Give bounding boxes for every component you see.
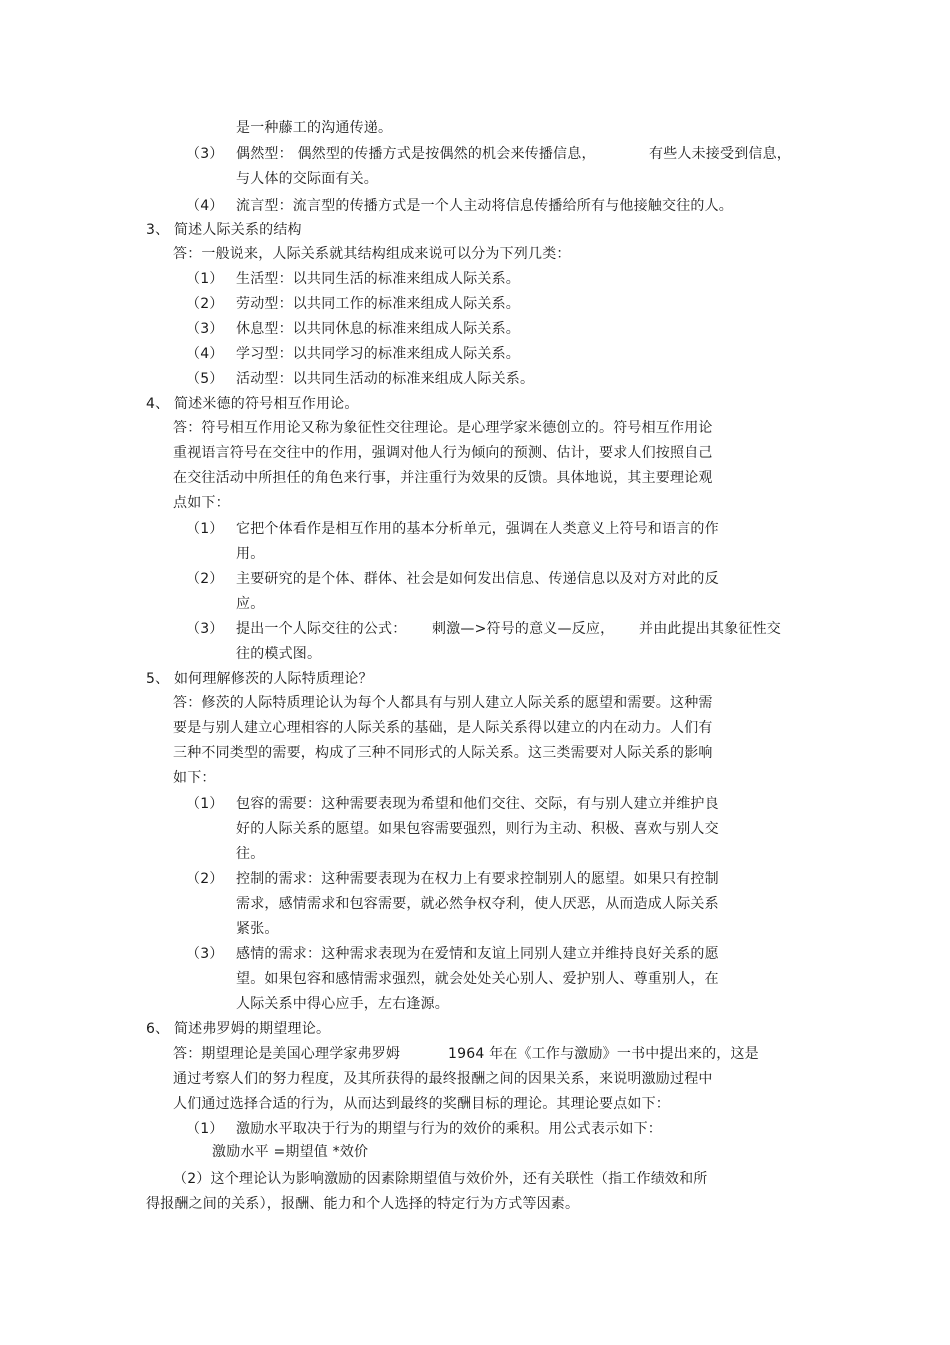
section-heading: 5、 如何理解修茨的人际特质理论？	[146, 671, 373, 687]
item-number: （5）	[186, 371, 224, 387]
text-line: 人们通过选择合适的行为，从而达到最终的奖酬目标的理论。其理论要点如下：	[173, 1096, 670, 1112]
item-number: （3）	[186, 321, 224, 337]
text-line: 学习型：以共同学习的标准来组成人际关系。	[236, 346, 520, 362]
item-number: （3）	[186, 946, 224, 962]
text-line: 往的模式图。	[236, 646, 322, 662]
text-line: 控制的需求：这种需要表现为在权力上有要求控制别人的愿望。如果只有控制	[236, 871, 719, 887]
text-line: 提出一个人际交往的公式：	[236, 621, 407, 637]
text-line: 与人体的交际面有关。	[236, 171, 378, 187]
text-line: 主要研究的是个体、群体、社会是如何发出信息、传递信息以及对方对此的反	[236, 571, 719, 587]
text-line: 休息型：以共同休息的标准来组成人际关系。	[236, 321, 520, 337]
section-heading: 3、 简述人际关系的结构	[146, 222, 302, 238]
text-line: 人际关系中得心应手，左右逢源。	[236, 996, 449, 1012]
text-line: 应。	[236, 596, 265, 612]
text-line: 偶然型： 偶然型的传播方式是按偶然的机会来传播信息，	[236, 146, 596, 162]
answer-line: 答：修茨的人际特质理论认为每个人都具有与别人建立人际关系的愿望和需要。这种需	[173, 695, 713, 711]
text-line: 要是与别人建立心理相容的人际关系的基础，是人际关系得以建立的内在动力。人们有	[173, 720, 713, 736]
item-number: （4）	[186, 198, 224, 214]
item-number: （2）	[186, 871, 224, 887]
text-line: 在交往活动中所担任的角色来行事，并注重行为效果的反馈。具体地说，其主要理论观	[173, 470, 713, 486]
answer-line: 答：一般说来，人际关系就其结构组成来说可以分为下列几类：	[173, 246, 571, 262]
text-line: 并由此提出其象征性交	[639, 621, 781, 637]
text-line: 有些人未接受到信息，	[649, 146, 791, 162]
text-line: 需求，感情需求和包容需要，就必然争权夺利，使人厌恶，从而造成人际关系	[236, 896, 719, 912]
item-number: （1）	[186, 271, 224, 287]
text-line: 是一种藤工的沟通传递。	[236, 120, 393, 136]
answer-line: 答：符号相互作用论又称为象征性交往理论。是心理学家米德创立的。符号相互作用论	[173, 420, 713, 436]
text-line: 包容的需要：这种需要表现为希望和他们交往、交际，有与别人建立并维护良	[236, 796, 719, 812]
item-number: （2）	[186, 571, 224, 587]
item-number: （3）	[186, 621, 224, 637]
text-line: 生活型：以共同生活的标准来组成人际关系。	[236, 271, 520, 287]
text-line: 如下：	[173, 770, 216, 786]
text-line: 流言型：流言型的传播方式是一个人主动将信息传播给所有与他接触交往的人。	[236, 198, 733, 214]
section-heading: 6、 简述弗罗姆的期望理论。	[146, 1021, 331, 1037]
item-number: （1）	[186, 796, 224, 812]
item-number: （3）	[186, 146, 224, 162]
text-line: （2）这个理论认为影响激励的因素除期望值与效价外，还有关联性（指工作绩效和所	[173, 1171, 708, 1187]
text-line: 劳动型：以共同工作的标准来组成人际关系。	[236, 296, 520, 312]
item-number: （4）	[186, 346, 224, 362]
formula-text: 激励水平 =期望值 *效价	[212, 1144, 369, 1160]
text-line: 通过考察人们的努力程度，及其所获得的最终报酬之间的因果关系，来说明激励过程中	[173, 1071, 713, 1087]
text-line: 往。	[236, 846, 265, 862]
section-heading: 4、 简述米德的符号相互作用论。	[146, 396, 359, 412]
text-line: 激励水平取决于行为的期望与行为的效价的乘积。用公式表示如下：	[236, 1121, 662, 1137]
text-line: 点如下：	[173, 495, 230, 511]
text-line: 好的人际关系的愿望。如果包容需要强烈，则行为主动、积极、喜欢与别人交	[236, 821, 719, 837]
text-line: 用。	[236, 546, 265, 562]
item-number: （1）	[186, 1121, 224, 1137]
text-line: 得报酬之间的关系），报酬、能力和个人选择的特定行为方式等因素。	[146, 1196, 580, 1212]
text-line: 重视语言符号在交往中的作用，强调对他人行为倾向的预测、估计，要求人们按照自己	[173, 445, 713, 461]
text-line: 紧张。	[236, 921, 279, 937]
text-line: 感情的需求：这种需求表现为在爱情和友谊上同别人建立并维持良好关系的愿	[236, 946, 719, 962]
text-line: 1964 年在《工作与激励》一书中提出来的，这是	[448, 1046, 759, 1062]
text-line: 望。如果包容和感情需求强烈，就会处处关心别人、爱护别人、尊重别人，在	[236, 971, 719, 987]
answer-line: 答：期望理论是美国心理学家弗罗姆	[173, 1046, 401, 1062]
text-line: 它把个体看作是相互作用的基本分析单元，强调在人类意义上符号和语言的作	[236, 521, 719, 537]
item-number: （1）	[186, 521, 224, 537]
text-line: 三种不同类型的需要，构成了三种不同形式的人际关系。这三类需要对人际关系的影响	[173, 745, 713, 761]
formula-text: 刺激—>符号的意义—反应，	[432, 621, 615, 637]
text-line: 活动型：以共同生活动的标准来组成人际关系。	[236, 371, 535, 387]
item-number: （2）	[186, 296, 224, 312]
